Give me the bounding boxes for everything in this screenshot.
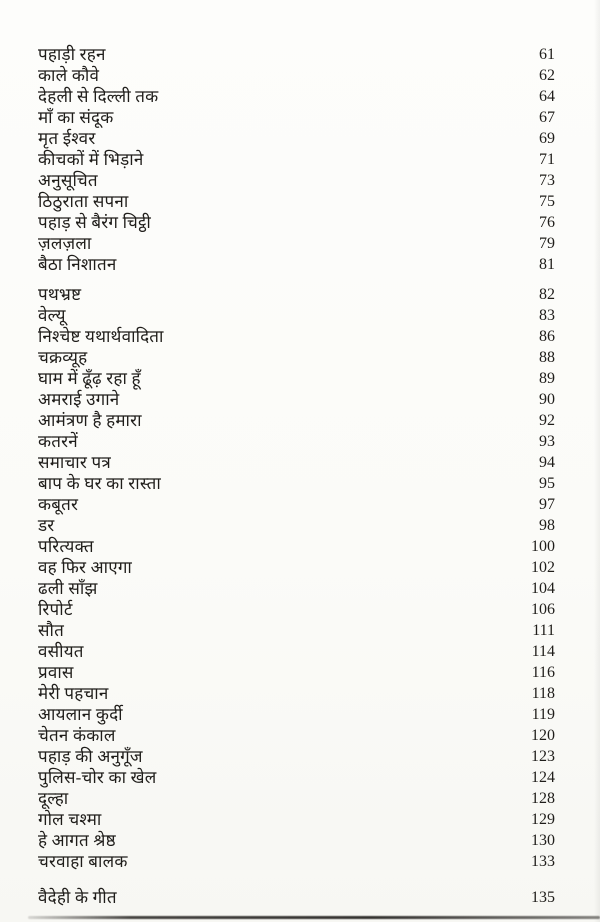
toc-row — [38, 128, 555, 149]
toc-entry-title: पहाड़ से बैरंग चिट्ठी — [38, 213, 151, 232]
toc-entry-page: 120 — [531, 727, 555, 744]
toc-entry-title: निश्चेष्ट यथार्थवादिता — [38, 327, 164, 346]
toc-entry-page: 89 — [539, 370, 555, 387]
toc-entry-page: 116 — [531, 664, 555, 681]
toc-row — [38, 107, 555, 128]
toc-row — [38, 767, 555, 788]
toc-row — [38, 578, 555, 599]
toc-row — [38, 305, 555, 326]
toc-row — [38, 212, 555, 233]
toc-entry-page: 93 — [539, 433, 555, 450]
toc-row — [38, 704, 555, 725]
toc-entry-title: डर — [38, 516, 55, 535]
toc-section — [38, 284, 555, 872]
toc-row — [38, 887, 555, 908]
toc-entry-page: 67 — [539, 109, 555, 126]
toc-entry-page: 75 — [539, 193, 555, 210]
toc-entry-page: 98 — [539, 517, 555, 534]
toc-entry-page: 69 — [539, 130, 555, 147]
toc-entry-title: घाम में ढूँढ़ रहा हूँ — [38, 369, 141, 388]
toc-entry-title: काले कौवे — [38, 66, 100, 85]
table-of-contents — [38, 44, 555, 908]
toc-entry-page: 128 — [531, 790, 555, 807]
toc-entry-title: पहाड़ की अनुगूँज — [38, 747, 143, 766]
toc-entry-title: प्रवास — [38, 663, 74, 682]
toc-entry-title: सौत — [38, 621, 64, 640]
toc-entry-page: 86 — [539, 328, 555, 345]
toc-row — [38, 599, 555, 620]
toc-section — [38, 44, 555, 275]
toc-entry-page: 135 — [531, 889, 555, 906]
toc-row — [38, 515, 555, 536]
toc-entry-title: चरवाहा बालक — [38, 852, 128, 871]
toc-entry-page: 102 — [531, 559, 555, 576]
toc-entry-title: कतरनें — [38, 432, 78, 451]
toc-entry-page: 94 — [539, 454, 555, 471]
toc-row — [38, 65, 555, 86]
scan-edge-shadow — [594, 0, 600, 922]
toc-entry-title: ठिठुराता सपना — [38, 192, 129, 211]
toc-entry-page: 90 — [539, 391, 555, 408]
toc-entry-title: हे आगत श्रेष्ठ — [38, 831, 116, 850]
toc-entry-title: बैठा निशातन — [38, 255, 117, 274]
toc-row — [38, 830, 555, 851]
toc-row — [38, 410, 555, 431]
toc-row — [38, 494, 555, 515]
toc-row — [38, 389, 555, 410]
toc-entry-page: 71 — [539, 151, 555, 168]
toc-entry-page: 73 — [539, 172, 555, 189]
toc-row — [38, 746, 555, 767]
toc-row — [38, 44, 555, 65]
toc-row — [38, 662, 555, 683]
toc-entry-title: ढली साँझ — [38, 579, 98, 598]
toc-entry-title: देहली से दिल्ली तक — [38, 87, 159, 106]
toc-entry-page: 111 — [532, 622, 555, 639]
toc-entry-title: वसीयत — [38, 642, 84, 661]
toc-entry-title: आयलान कुर्दी — [38, 705, 123, 724]
toc-row — [38, 149, 555, 170]
toc-row — [38, 683, 555, 704]
toc-entry-page: 133 — [531, 853, 555, 870]
toc-entry-page: 95 — [539, 475, 555, 492]
toc-entry-page: 61 — [539, 46, 555, 63]
toc-entry-page: 79 — [539, 235, 555, 252]
toc-row — [38, 254, 555, 275]
toc-entry-page: 100 — [531, 538, 555, 555]
scan-bottom-edge — [28, 916, 600, 919]
toc-entry-page: 124 — [531, 769, 555, 786]
toc-row — [38, 368, 555, 389]
toc-entry-title: वैदेही के गीत — [38, 888, 117, 907]
toc-entry-page: 130 — [531, 832, 555, 849]
toc-row — [38, 536, 555, 557]
toc-entry-page: 82 — [539, 286, 555, 303]
toc-entry-page: 119 — [531, 706, 555, 723]
toc-entry-page: 97 — [539, 496, 555, 513]
toc-row — [38, 326, 555, 347]
toc-row — [38, 233, 555, 254]
toc-entry-title: पथभ्रष्ट — [38, 285, 82, 304]
toc-row — [38, 641, 555, 662]
toc-entry-title: मेरी पहचान — [38, 684, 109, 703]
toc-entry-title: समाचार पत्र — [38, 453, 111, 472]
toc-entry-page: 104 — [531, 580, 555, 597]
toc-entry-title: चक्रव्यूह — [38, 348, 88, 367]
toc-row — [38, 452, 555, 473]
toc-entry-page: 76 — [539, 214, 555, 231]
toc-row — [38, 284, 555, 305]
toc-row — [38, 788, 555, 809]
toc-entry-title: माँ का संदूक — [38, 108, 114, 127]
toc-entry-page: 129 — [531, 811, 555, 828]
toc-row — [38, 473, 555, 494]
toc-entry-page: 118 — [531, 685, 555, 702]
toc-entry-title: पहाड़ी रहन — [38, 45, 106, 64]
toc-section — [38, 887, 555, 908]
toc-entry-title: गोल चश्मा — [38, 810, 102, 829]
toc-entry-title: परित्यक्त — [38, 537, 94, 556]
toc-entry-title: रिपोर्ट — [38, 600, 73, 619]
toc-entry-page: 114 — [531, 643, 555, 660]
toc-entry-title: कीचकों में भिड़ाने — [38, 150, 144, 169]
toc-entry-page: 81 — [539, 256, 555, 273]
toc-entry-title: कबूतर — [38, 495, 79, 514]
toc-row — [38, 725, 555, 746]
toc-entry-title: वेल्यू — [38, 306, 66, 325]
toc-row — [38, 191, 555, 212]
toc-entry-title: अमराई उगाने — [38, 390, 120, 409]
toc-row — [38, 431, 555, 452]
toc-row — [38, 809, 555, 830]
toc-entry-page: 83 — [539, 307, 555, 324]
toc-entry-title: बाप के घर का रास्ता — [38, 474, 161, 493]
toc-row — [38, 851, 555, 872]
toc-entry-title: पुलिस-चोर का खेल — [38, 768, 157, 787]
toc-entry-title: चेतन कंकाल — [38, 726, 116, 745]
toc-row — [38, 86, 555, 107]
toc-row — [38, 557, 555, 578]
toc-entry-title: वह फिर आएगा — [38, 558, 132, 577]
toc-entry-page: 64 — [539, 88, 555, 105]
toc-entry-page: 106 — [531, 601, 555, 618]
toc-row — [38, 170, 555, 191]
toc-row — [38, 620, 555, 641]
toc-entry-page: 62 — [539, 67, 555, 84]
toc-entry-title: आमंत्रण है हमारा — [38, 411, 142, 430]
toc-entry-title: मृत ईश्वर — [38, 129, 96, 148]
toc-row — [38, 347, 555, 368]
toc-entry-title: दूल्हा — [38, 789, 69, 808]
toc-entry-page: 92 — [539, 412, 555, 429]
toc-entry-title: ज़लज़ला — [38, 234, 92, 253]
toc-entry-title: अनुसूचित — [38, 171, 98, 190]
toc-entry-page: 88 — [539, 349, 555, 366]
toc-entry-page: 123 — [531, 748, 555, 765]
